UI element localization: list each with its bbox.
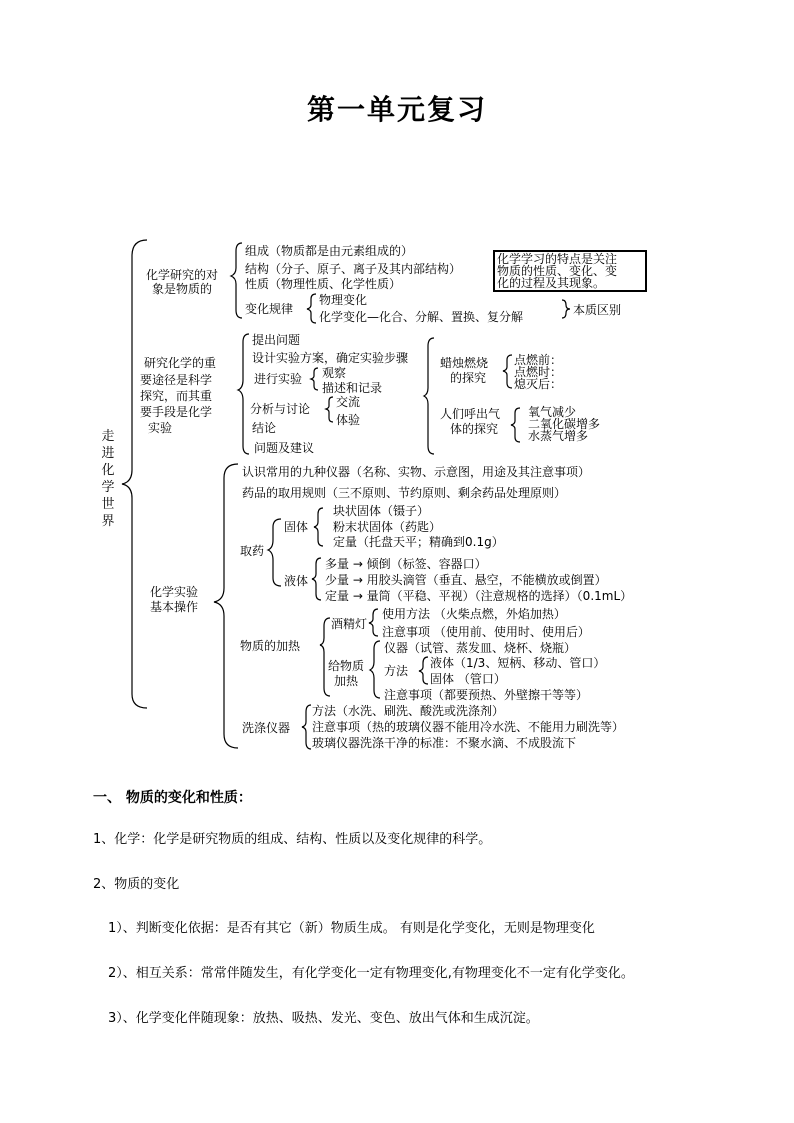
g2-label-line2: 要途径是科学 bbox=[140, 373, 213, 387]
step-experiment: 进行实验 bbox=[254, 372, 303, 386]
solid-block: 块状固体（镊子） bbox=[333, 504, 430, 518]
lamp-usage: 使用方法 （火柴点燃，外焰加热） bbox=[382, 607, 566, 621]
lamp-brace bbox=[369, 609, 378, 636]
liquid-label: 液体 bbox=[284, 574, 309, 588]
g1-label-line1: 化学研究的对 bbox=[146, 268, 219, 282]
candle-label-line2: 的探究 bbox=[450, 371, 487, 385]
step-discuss: 分析与讨论 bbox=[250, 402, 311, 416]
experiment-observe: 观察 bbox=[322, 366, 347, 380]
heat-obj-brace bbox=[370, 641, 380, 698]
liquid-small: 少量 → 用胶头滴管（垂直、悬空，不能横放或倒置） bbox=[325, 573, 607, 587]
liquid-quantity: 定量 → 量筒（平稳、平视）（注意规格的选择）（0.1mL） bbox=[325, 589, 633, 603]
breath-brace bbox=[511, 408, 520, 442]
section-heading: 一、 物质的变化和性质： bbox=[93, 790, 252, 806]
g3-label-line1: 化学实验 bbox=[150, 585, 199, 599]
breath-vapor: 水蒸气增多 bbox=[528, 429, 589, 443]
paragraph-judge-basis: 1）、判断变化依据：是否有其它（新）物质生成。 有则是化学变化，无则是物理变化 bbox=[108, 921, 595, 936]
change-brace bbox=[307, 294, 316, 323]
wash-caution: 注意事项（热的玻璃仪器不能用冷水洗、不能用力刷洗等） bbox=[312, 720, 625, 734]
solid-label: 固体 bbox=[284, 520, 309, 534]
heat-caution: 注意事项（都要预热、外壁擦干等等） bbox=[384, 688, 589, 702]
discuss-experience: 体验 bbox=[336, 413, 361, 427]
g2-label-line3: 探究，而其重 bbox=[140, 389, 213, 403]
step-design: 设计实验方案，确定实验步骤 bbox=[252, 351, 409, 365]
take-brace bbox=[268, 519, 281, 586]
wash-brace bbox=[302, 705, 311, 749]
step-suggestion: 问题及建议 bbox=[254, 441, 315, 455]
method-solid: 固体 （管口） bbox=[430, 672, 506, 686]
experiment-record: 描述和记录 bbox=[322, 381, 383, 395]
main-brace bbox=[122, 240, 147, 708]
breath-oxygen: 氧气减少 bbox=[528, 405, 577, 419]
g1-brace bbox=[231, 243, 242, 318]
method-brace bbox=[419, 657, 428, 684]
wash-label: 洗涤仪器 bbox=[242, 721, 291, 735]
chemical-change: 化学变化—化合、分解、置换、复分解 bbox=[319, 310, 524, 324]
g2-label-line1: 研究化学的重 bbox=[144, 356, 217, 370]
explore-brace bbox=[424, 338, 434, 454]
breath-label-line1: 人们呼出气 bbox=[440, 407, 501, 421]
candle-brace bbox=[503, 355, 512, 388]
candle-during: 点燃时： bbox=[514, 365, 563, 379]
discuss-exchange: 交流 bbox=[336, 395, 361, 409]
wash-method: 方法（水洗、刷洗、酸洗或洗涤剂） bbox=[312, 704, 505, 718]
heat-method-label: 方法 bbox=[384, 664, 409, 678]
g1-item-property: 性质（物理性质、化学性质） bbox=[245, 277, 402, 291]
candle-label-line1: 蜡烛燃烧 bbox=[440, 356, 489, 370]
feature-note-line3: 化的过程及其现象。 bbox=[497, 276, 606, 290]
solid-quantity: 定量（托盘天平；精确到0.1g） bbox=[333, 535, 504, 549]
g2-label-line5: 实验 bbox=[148, 421, 173, 435]
breath-label-line2: 体的探究 bbox=[450, 422, 499, 436]
g1-item-structure: 结构（分子、原子、离子及其内部结构） bbox=[245, 262, 462, 276]
g2-brace bbox=[238, 334, 249, 454]
method-liquid: 液体（1/3、短柄、移动、管口） bbox=[430, 656, 606, 670]
paragraph-relationship: 2）、相互关系：常常伴随发生，有化学变化一定有物理变化,有物理变化不一定有化学变化。 bbox=[108, 966, 634, 981]
g2-label-line4: 要手段是化学 bbox=[140, 405, 213, 419]
essential-difference: 本质区别 bbox=[573, 303, 622, 317]
paragraph-phenomena: 3）、化学变化伴随现象：放热、吸热、发光、变色、放出气体和生成沉淀。 bbox=[108, 1011, 539, 1026]
change-law-label: 变化规律 bbox=[245, 302, 294, 316]
paragraph-chemistry-definition: 1、化学：化学是研究物质的组成、结构、性质以及变化规律的科学。 bbox=[93, 832, 492, 847]
g3-brace bbox=[214, 464, 238, 748]
candle-before: 点燃前： bbox=[514, 353, 563, 367]
drug-rules-line: 药品的取用规则（三不原则、节约原则、剩余药品处理原则） bbox=[242, 486, 567, 500]
root-label: 走进化学世界 bbox=[101, 429, 115, 529]
solid-brace bbox=[314, 508, 323, 546]
difference-bracket bbox=[562, 300, 570, 318]
wash-standard: 玻璃仪器洗涤干净的标准：不聚水滴、不成股流下 bbox=[312, 736, 577, 750]
paragraph-matter-change: 2、物质的变化 bbox=[93, 877, 180, 892]
heating-label: 物质的加热 bbox=[240, 639, 301, 653]
feature-note-line1: 化学学习的特点是关注 bbox=[497, 252, 618, 266]
liquid-brace bbox=[312, 558, 321, 600]
breath-co2: 二氧化碳增多 bbox=[528, 417, 601, 431]
candle-after: 熄灭后： bbox=[514, 377, 563, 391]
take-drug-label: 取药 bbox=[240, 544, 265, 558]
heating-brace bbox=[320, 618, 330, 696]
discuss-brace bbox=[326, 397, 333, 422]
feature-note-line2: 物质的性质、变化、变 bbox=[497, 264, 618, 278]
solid-powder: 粉末状固体（药匙） bbox=[333, 520, 442, 534]
g3-label-line2: 基本操作 bbox=[150, 600, 199, 614]
experiment-brace bbox=[311, 368, 318, 390]
feature-note-box bbox=[493, 250, 647, 292]
liquid-large: 多量 → 倾倒（标签、容器口） bbox=[325, 557, 487, 571]
lamp-label: 酒精灯 bbox=[331, 617, 368, 631]
instruments-line: 认识常用的九种仪器（名称、实物、示意图，用途及其注意事项） bbox=[242, 465, 591, 479]
page-title: 第一单元复习 bbox=[306, 93, 487, 126]
lamp-caution: 注意事项 （使用前、使用时、使用后） bbox=[382, 625, 590, 639]
heat-obj-line1: 给物质 bbox=[328, 659, 365, 673]
heat-instruments: 仪器（试管、蒸发皿、烧杯、烧瓶） bbox=[384, 641, 577, 655]
g1-label-line2: 象是物质的 bbox=[152, 282, 213, 296]
step-conclusion: 结论 bbox=[252, 421, 277, 435]
physical-change: 物理变化 bbox=[319, 293, 368, 307]
g1-item-composition: 组成（物质都是由元素组成的） bbox=[245, 244, 414, 258]
step-question: 提出问题 bbox=[252, 333, 301, 347]
heat-obj-line2: 加热 bbox=[334, 674, 359, 688]
